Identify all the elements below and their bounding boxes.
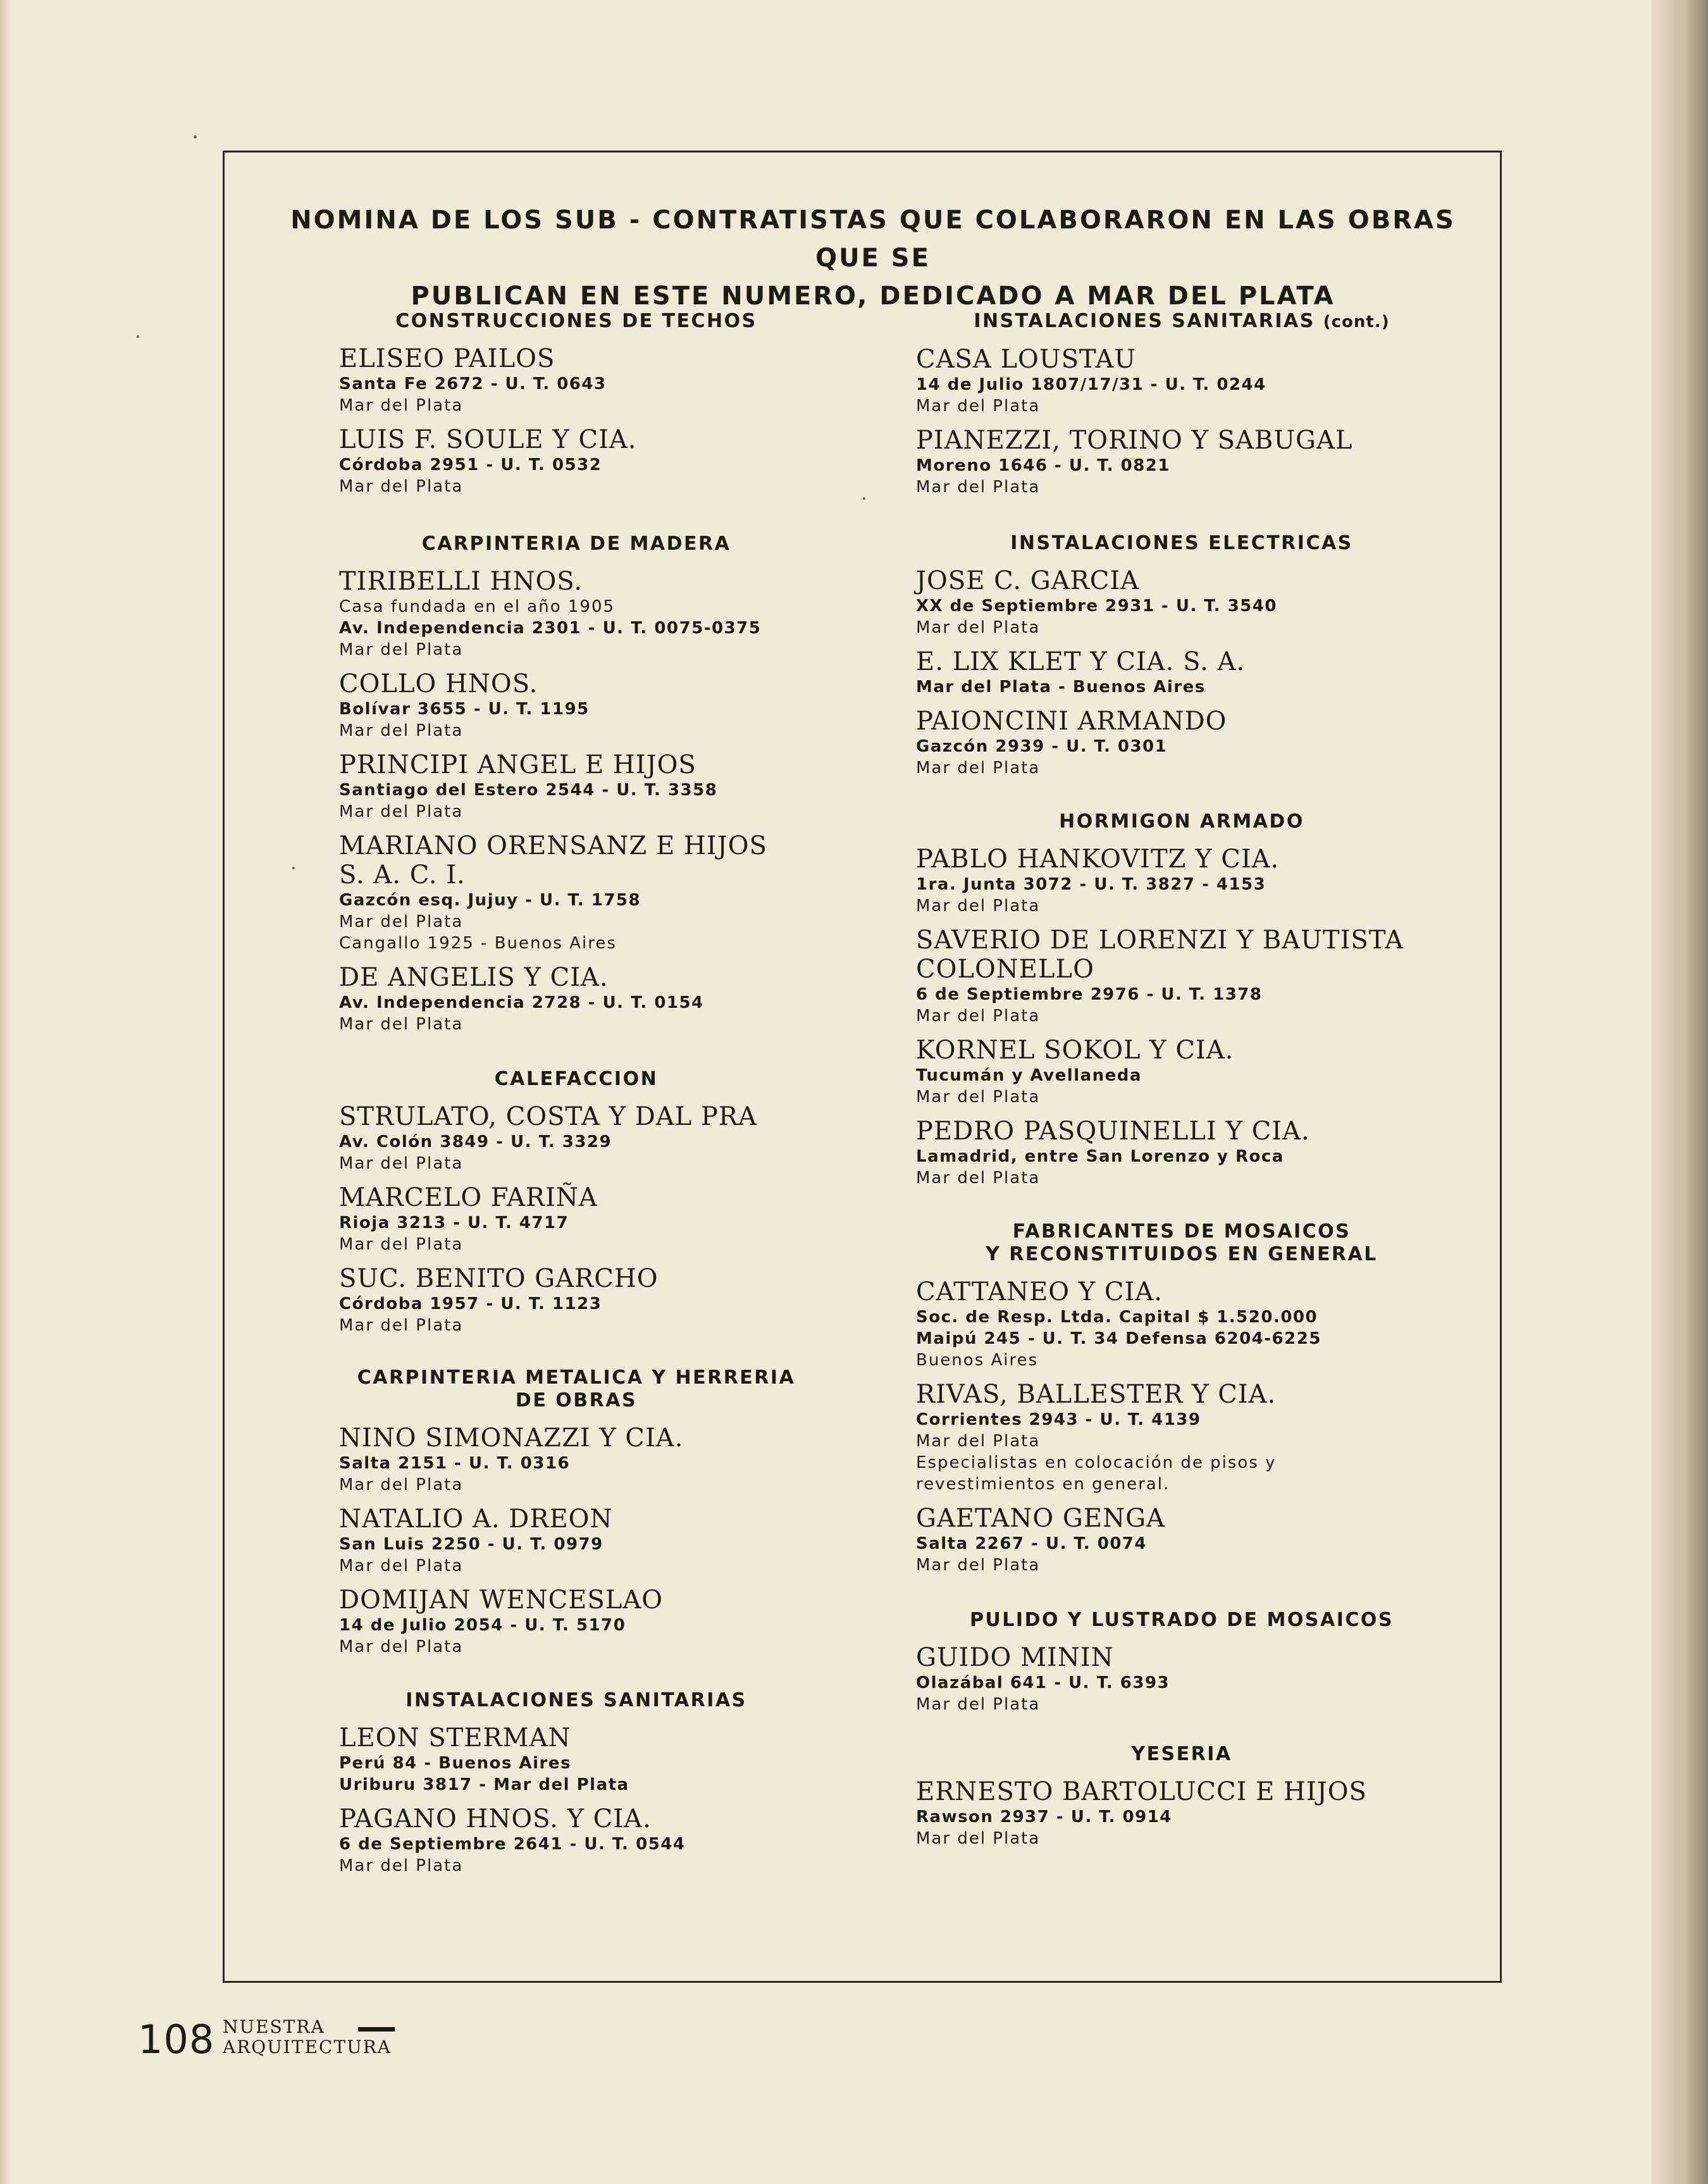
contractor-entry bbox=[916, 426, 1466, 498]
contractor-section bbox=[916, 810, 1466, 1189]
contractor-detail: Mar del Plata bbox=[916, 1088, 1041, 1107]
contractor-detail: Salta 2151 - U. T. 0316 bbox=[339, 1454, 571, 1473]
contractor-detail: Mar del Plata bbox=[916, 397, 1041, 416]
contractor-entry bbox=[916, 1777, 1466, 1849]
continued-note: (cont.) bbox=[1323, 313, 1390, 332]
contractor-name: MARCELO FARIÑA bbox=[339, 1183, 598, 1212]
section-heading-line: CONSTRUCCIONES DE TECHOS bbox=[395, 310, 757, 332]
contractor-entry bbox=[339, 1183, 832, 1255]
contractor-detail: Casa fundada en el año 1905 bbox=[339, 597, 616, 616]
contractor-name: E. LIX KLET Y CIA. S. A. bbox=[916, 647, 1246, 676]
contractor-name: PRINCIPI ANGEL E HIJOS bbox=[339, 750, 696, 779]
page-gutter-shadow bbox=[1651, 0, 1708, 2184]
contractor-entry bbox=[916, 845, 1466, 917]
section-heading-line: Y RECONSTITUIDOS EN GENERAL bbox=[986, 1243, 1378, 1265]
contractor-entry bbox=[339, 1505, 832, 1577]
contractor-detail: Mar del Plata bbox=[339, 477, 464, 496]
contractor-entry bbox=[916, 566, 1466, 638]
contractor-detail: Mar del Plata bbox=[916, 618, 1041, 637]
journal-rule bbox=[358, 2027, 395, 2032]
contractor-name: PIANEZZI, TORINO Y SABUGAL bbox=[916, 426, 1353, 455]
contractor-detail: Santiago del Estero 2544 - U. T. 3358 bbox=[339, 781, 718, 800]
contractor-entry bbox=[916, 345, 1466, 417]
page-title bbox=[253, 201, 1493, 315]
contractor-name: STRULATO, COSTA Y DAL PRA bbox=[339, 1102, 757, 1131]
contractor-name: LUIS F. SOULE Y CIA. bbox=[339, 425, 637, 454]
contractor-entry bbox=[339, 1804, 832, 1877]
right-column bbox=[916, 310, 1466, 1849]
contractor-detail: Mar del Plata bbox=[339, 1475, 464, 1494]
contractor-entry bbox=[339, 750, 832, 822]
contractor-name: TIRIBELLI HNOS. bbox=[339, 567, 583, 596]
contractor-name: NINO SIMONAZZI Y CIA. bbox=[339, 1424, 684, 1453]
contractor-entry bbox=[916, 1504, 1466, 1576]
contractor-detail: Mar del Plata bbox=[916, 1432, 1041, 1451]
journal-name bbox=[223, 2017, 392, 2057]
section-heading bbox=[320, 1367, 832, 1412]
contractor-detail: revestimientos en general. bbox=[916, 1475, 1170, 1494]
contractor-section bbox=[339, 533, 832, 1035]
contractor-detail: 6 de Septiembre 2976 - U. T. 1378 bbox=[916, 985, 1263, 1004]
contractor-name: DOMIJAN WENCESLAO bbox=[339, 1585, 664, 1615]
contractor-detail: Mar del Plata - Buenos Aires bbox=[916, 678, 1206, 697]
contractor-section bbox=[916, 1220, 1466, 1576]
journal-name-line-1: NUESTRA bbox=[223, 2016, 325, 2037]
contractor-detail: Córdoba 1957 - U. T. 1123 bbox=[339, 1294, 602, 1313]
contractor-detail: Perú 84 - Buenos Aires bbox=[339, 1754, 571, 1773]
contractor-entry bbox=[916, 1277, 1466, 1371]
contractor-section bbox=[916, 1743, 1466, 1849]
section-heading bbox=[320, 533, 832, 555]
contractor-detail: Rawson 2937 - U. T. 0914 bbox=[916, 1808, 1172, 1827]
contractor-detail: Córdoba 2951 - U. T. 0532 bbox=[339, 456, 602, 475]
contractor-entry bbox=[916, 1117, 1466, 1189]
contractor-detail: Especialistas en colocación de pisos y bbox=[916, 1453, 1277, 1472]
section-heading bbox=[897, 532, 1466, 555]
contractor-detail: Av. Independencia 2301 - U. T. 0075-0375 bbox=[339, 619, 762, 638]
contractor-entry bbox=[916, 1643, 1466, 1715]
contractor-detail: Mar del Plata bbox=[916, 478, 1041, 497]
contractor-detail: Mar del Plata bbox=[916, 1169, 1041, 1188]
contractor-detail: Mar del Plata bbox=[339, 1637, 464, 1656]
contractor-name: MARIANO ORENSANZ E HIJOS bbox=[339, 831, 767, 860]
contractor-detail: Mar del Plata bbox=[339, 1856, 464, 1875]
contractor-entry bbox=[339, 1264, 832, 1336]
section-heading bbox=[897, 810, 1466, 833]
contractor-section bbox=[339, 1068, 832, 1336]
contractor-detail: Bolívar 3655 - U. T. 1195 bbox=[339, 700, 590, 719]
contractor-detail: Av. Colón 3849 - U. T. 3329 bbox=[339, 1132, 612, 1151]
contractor-entry bbox=[339, 669, 832, 741]
contractor-name: PAGANO HNOS. Y CIA. bbox=[339, 1804, 652, 1833]
section-heading-line: INSTALACIONES SANITARIAS (cont.) bbox=[974, 310, 1390, 332]
section-heading-line: DE OBRAS bbox=[515, 1389, 638, 1412]
contractor-entry bbox=[339, 1424, 832, 1496]
left-column bbox=[339, 310, 832, 1877]
journal-name-line-2: ARQUITECTURA bbox=[223, 2037, 392, 2057]
contractor-name: PAIONCINI ARMANDO bbox=[916, 707, 1227, 736]
page-edge bbox=[0, 0, 11, 2184]
contractor-detail: Tucumán y Avellaneda bbox=[916, 1066, 1142, 1085]
contractor-section bbox=[339, 1367, 832, 1658]
contractor-name: KORNEL SOKOL Y CIA. bbox=[916, 1036, 1234, 1065]
section-heading bbox=[320, 1689, 832, 1712]
contractor-detail: Mar del Plata bbox=[916, 759, 1041, 778]
contractor-detail: Moreno 1646 - U. T. 0821 bbox=[916, 456, 1170, 475]
contractor-detail: Buenos Aires bbox=[916, 1351, 1039, 1370]
contractor-name: GUIDO MININ bbox=[916, 1643, 1114, 1672]
contractor-detail: Rioja 3213 - U. T. 4717 bbox=[339, 1213, 569, 1232]
contractor-detail: Mar del Plata bbox=[339, 1316, 464, 1335]
contractor-detail: Mar del Plata bbox=[339, 721, 464, 740]
contractor-detail: Corrientes 2943 - U. T. 4139 bbox=[916, 1410, 1201, 1429]
section-heading-line: FABRICANTES DE MOSAICOS bbox=[1012, 1220, 1351, 1243]
contractor-name: LEON STERMAN bbox=[339, 1723, 571, 1753]
contractor-name: RIVAS, BALLESTER Y CIA. bbox=[916, 1380, 1277, 1409]
title-line-2: PUBLICAN EN ESTE NUMERO, DEDICADO A MAR DEL PLATA bbox=[411, 282, 1335, 311]
contractor-entry bbox=[339, 963, 832, 1035]
contractor-detail: 1ra. Junta 3072 - U. T. 3827 - 4153 bbox=[916, 875, 1266, 894]
contractor-detail: Mar del Plata bbox=[339, 1235, 464, 1254]
contractor-detail: 6 de Septiembre 2641 - U. T. 0544 bbox=[339, 1835, 686, 1854]
section-heading-line: PULIDO Y LUSTRADO DE MOSAICOS bbox=[969, 1609, 1394, 1631]
contractor-detail: Mar del Plata bbox=[916, 1556, 1041, 1575]
contractor-entry bbox=[339, 344, 832, 416]
section-heading bbox=[320, 1068, 832, 1091]
contractor-name: CASA LOUSTAU bbox=[916, 345, 1137, 374]
contractor-detail: Mar del Plata bbox=[339, 640, 464, 659]
contractor-name: DE ANGELIS Y CIA. bbox=[339, 963, 609, 992]
section-heading bbox=[897, 1220, 1466, 1266]
contractor-name: PABLO HANKOVITZ Y CIA. bbox=[916, 845, 1280, 874]
contractor-name: NATALIO A. DREON bbox=[339, 1505, 613, 1534]
contractor-detail: Mar del Plata bbox=[339, 396, 464, 415]
print-speck bbox=[194, 135, 197, 139]
section-heading bbox=[897, 310, 1466, 333]
section-heading-line: INSTALACIONES SANITARIAS bbox=[405, 1689, 747, 1711]
title-line-1: NOMINA DE LOS SUB - CONTRATISTAS QUE COLABORARON EN LAS OBRAS QUE SE bbox=[290, 206, 1456, 273]
contractor-entry bbox=[916, 647, 1466, 698]
contractor-detail: Gazcón 2939 - U. T. 0301 bbox=[916, 737, 1168, 756]
contractor-section bbox=[916, 1609, 1466, 1715]
contractor-detail: Mar del Plata bbox=[339, 912, 464, 931]
contractor-entry bbox=[916, 1380, 1466, 1495]
section-heading bbox=[897, 1743, 1466, 1766]
contractor-detail: Mar del Plata bbox=[339, 802, 464, 821]
section-heading bbox=[897, 1609, 1466, 1632]
contractor-name: COLONELLO bbox=[916, 955, 1094, 984]
contractor-entry bbox=[339, 1723, 832, 1796]
contractor-section bbox=[339, 310, 832, 497]
contractor-detail: Mar del Plata bbox=[916, 1695, 1041, 1714]
contractor-detail: 14 de Julio 2054 - U. T. 5170 bbox=[339, 1616, 626, 1635]
contractor-entry bbox=[339, 567, 832, 661]
contractor-name: CATTANEO Y CIA. bbox=[916, 1277, 1163, 1306]
contractor-detail: Mar del Plata bbox=[339, 1015, 464, 1034]
contractor-detail: Mar del Plata bbox=[916, 897, 1041, 915]
contractor-name: GAETANO GENGA bbox=[916, 1504, 1165, 1533]
contractor-detail: Mar del Plata bbox=[339, 1154, 464, 1173]
contractor-detail: San Luis 2250 - U. T. 0979 bbox=[339, 1535, 603, 1554]
contractor-detail: Soc. de Resp. Ltda. Capital $ 1.520.000 bbox=[916, 1308, 1318, 1327]
contractor-detail: Lamadrid, entre San Lorenzo y Roca bbox=[916, 1147, 1284, 1166]
page-number: 108 bbox=[138, 2016, 215, 2063]
contractor-detail: Maipú 245 - U. T. 34 Defensa 6204-6225 bbox=[916, 1329, 1321, 1348]
contractor-name: JOSE C. GARCIA bbox=[916, 566, 1140, 595]
contractor-detail: XX de Septiembre 2931 - U. T. 3540 bbox=[916, 597, 1277, 616]
contractor-name: ERNESTO BARTOLUCCI E HIJOS bbox=[916, 1777, 1367, 1806]
section-heading-line: INSTALACIONES ELECTRICAS bbox=[1010, 532, 1353, 554]
contractor-name: SAVERIO DE LORENZI Y BAUTISTA bbox=[916, 926, 1404, 955]
contractor-section bbox=[916, 310, 1466, 498]
contractor-detail: Uriburu 3817 - Mar del Plata bbox=[339, 1775, 629, 1794]
contractor-detail: Santa Fe 2672 - U. T. 0643 bbox=[339, 375, 607, 394]
contractor-detail: Cangallo 1925 - Buenos Aires bbox=[339, 934, 617, 953]
contractor-detail: Av. Independencia 2728 - U. T. 0154 bbox=[339, 993, 704, 1012]
contractor-detail: Mar del Plata bbox=[916, 1007, 1041, 1026]
contractor-name: SUC. BENITO GARCHO bbox=[339, 1264, 659, 1293]
contractor-section bbox=[916, 532, 1466, 779]
contractor-section bbox=[339, 1689, 832, 1877]
print-speck bbox=[137, 335, 139, 338]
section-heading-line: CALEFACCION bbox=[494, 1068, 659, 1090]
contractor-entry bbox=[916, 926, 1466, 1027]
section-heading-line: YESERIA bbox=[1131, 1743, 1232, 1765]
contractor-detail: Olazábal 641 - U. T. 6393 bbox=[916, 1673, 1170, 1692]
contractor-detail: Mar del Plata bbox=[916, 1829, 1041, 1848]
contractor-detail: Gazcón esq. Jujuy - U. T. 1758 bbox=[339, 891, 641, 910]
section-heading-line: CARPINTERIA METALICA Y HERRERIA bbox=[357, 1367, 796, 1389]
contractor-detail: Mar del Plata bbox=[339, 1556, 464, 1575]
contractor-entry bbox=[339, 425, 832, 497]
section-heading-line: CARPINTERIA DE MADERA bbox=[421, 533, 731, 555]
section-heading-line: HORMIGON ARMADO bbox=[1059, 810, 1304, 833]
contractor-detail: Salta 2267 - U. T. 0074 bbox=[916, 1534, 1148, 1553]
contractor-entry bbox=[339, 831, 832, 954]
contractor-entry bbox=[916, 707, 1466, 779]
contractor-entry bbox=[916, 1036, 1466, 1108]
contractor-name: COLLO HNOS. bbox=[339, 669, 538, 698]
contractor-entry bbox=[339, 1585, 832, 1658]
contractor-name: S. A. C. I. bbox=[339, 860, 466, 890]
contractor-name: PEDRO PASQUINELLI Y CIA. bbox=[916, 1117, 1310, 1146]
contractor-entry bbox=[339, 1102, 832, 1174]
section-heading bbox=[320, 310, 832, 333]
contractor-name: ELISEO PAILOS bbox=[339, 344, 555, 373]
contractor-detail: 14 de Julio 1807/17/31 - U. T. 0244 bbox=[916, 375, 1266, 394]
